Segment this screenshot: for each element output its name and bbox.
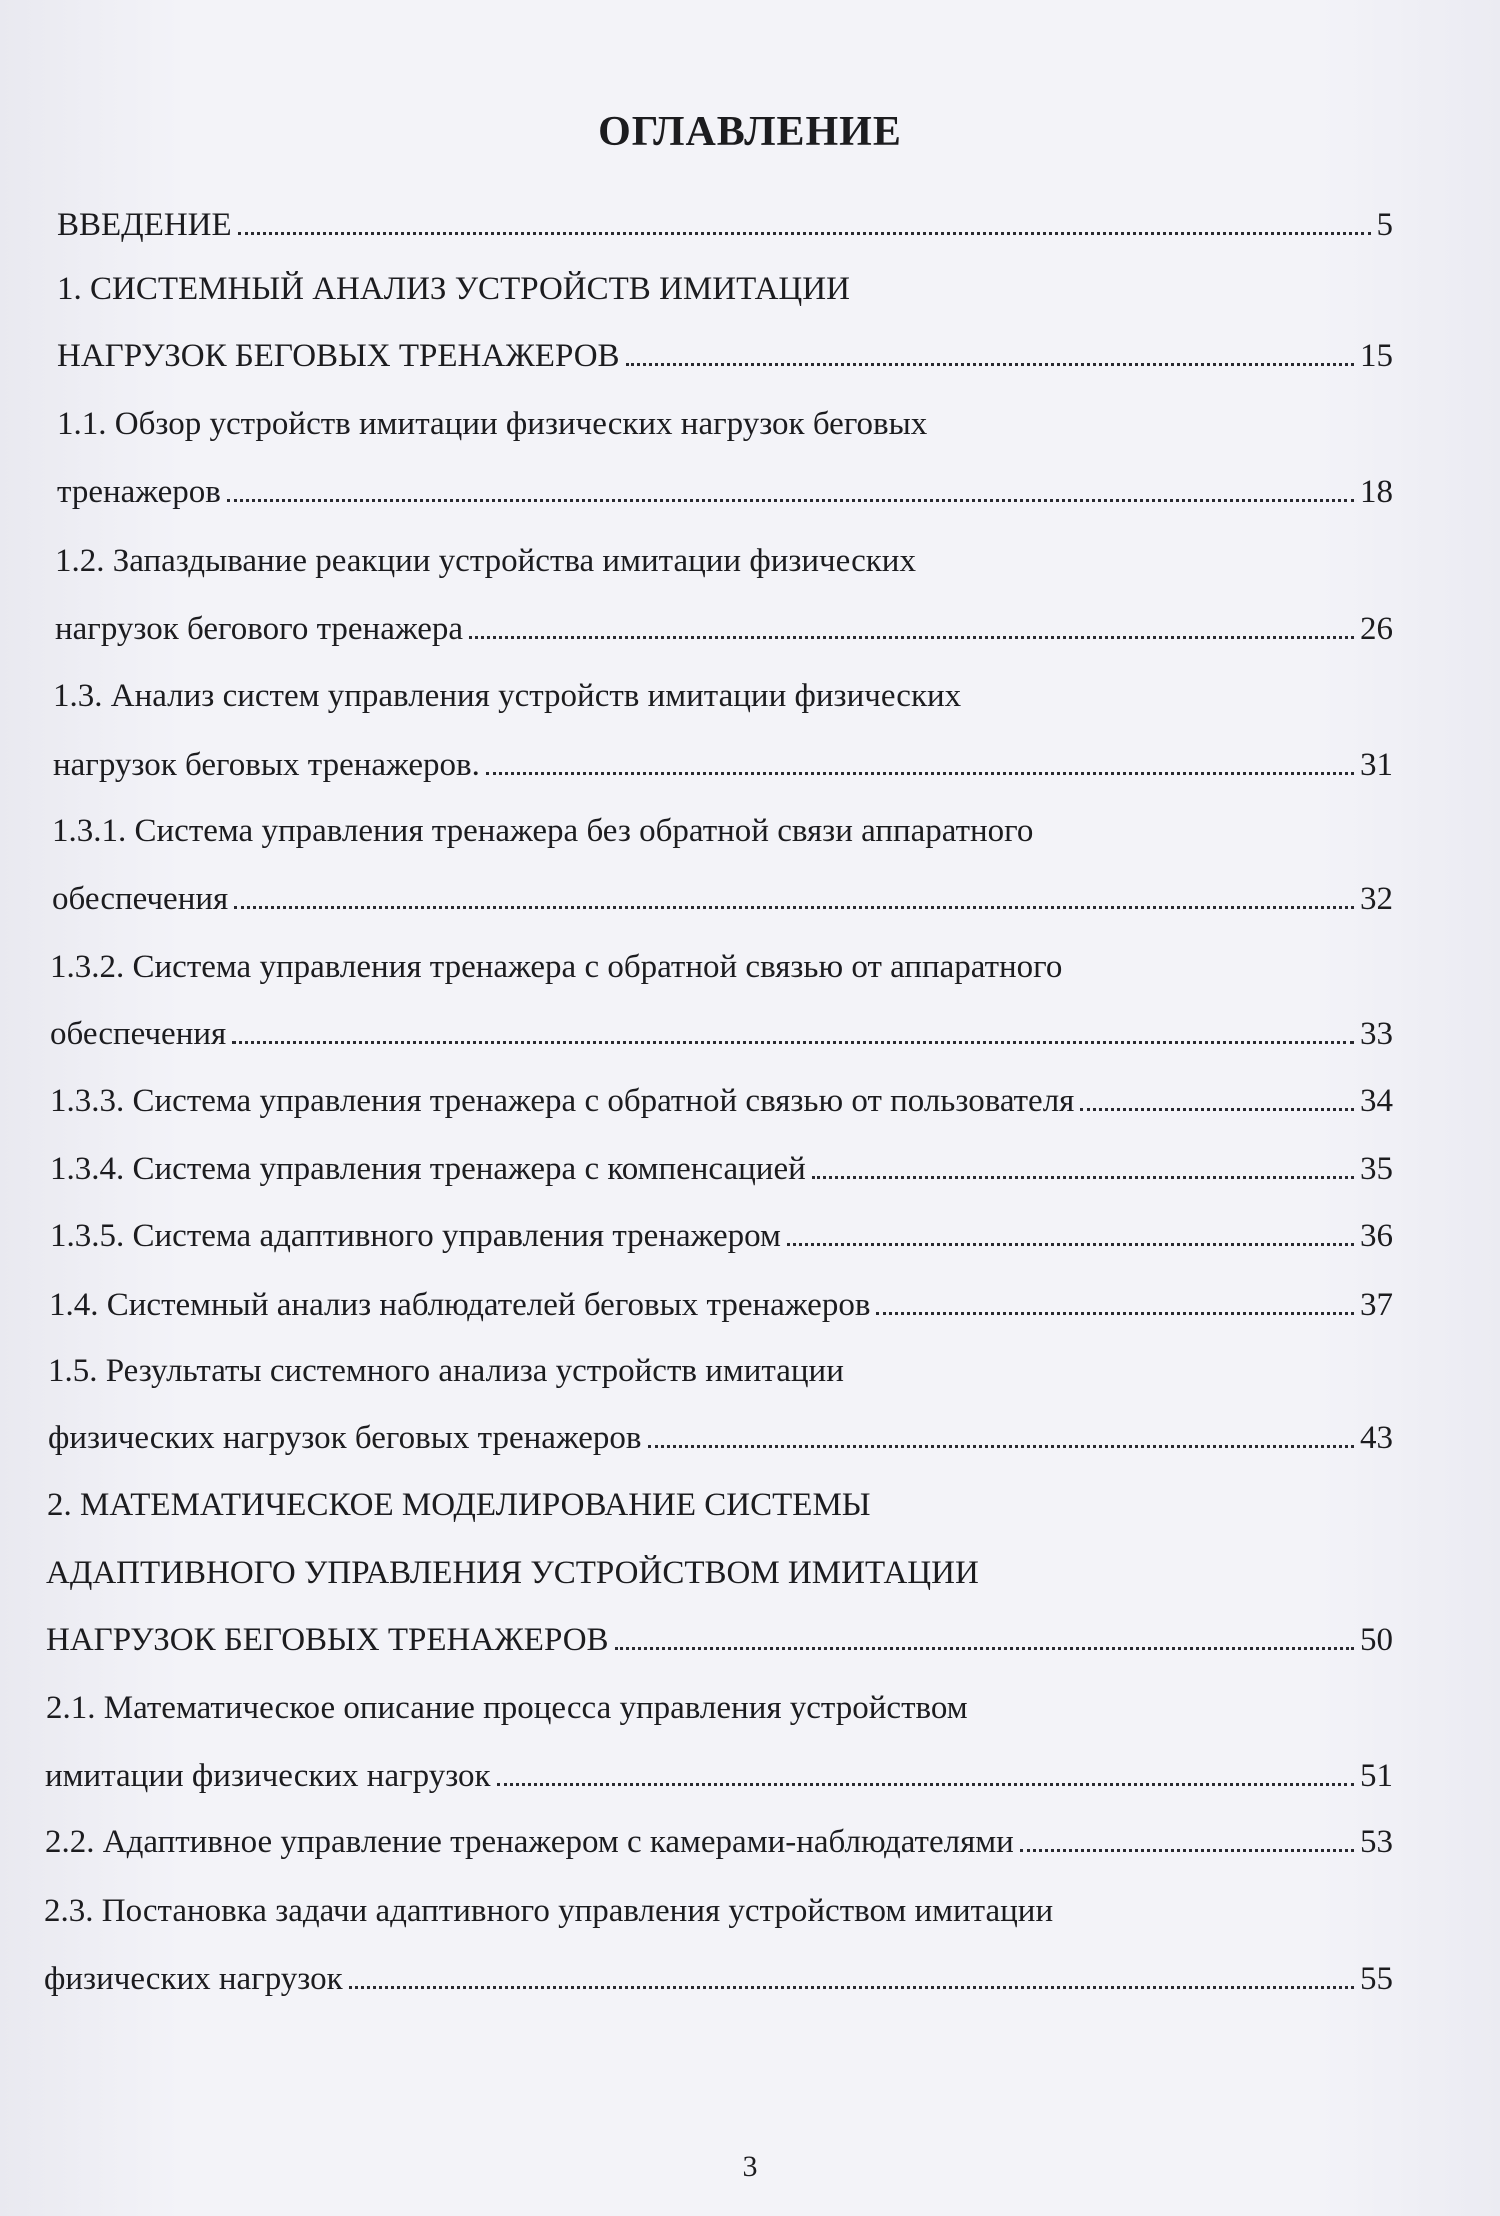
toc-entry-page-number: 35 (1360, 1151, 1393, 1187)
toc-dot-leader (469, 636, 1354, 639)
toc-entry (57, 205, 1393, 245)
toc-entry-text: ВВЕДЕНИЕ (57, 207, 232, 243)
toc-entry-text: обеспечения (50, 1016, 227, 1052)
toc-entry-page-number: 32 (1360, 881, 1393, 917)
toc-entry-page-number: 15 (1360, 338, 1393, 374)
toc-entry-text: 1.3.4. Система управления тренажера с компенсацией (50, 1151, 806, 1187)
toc-entry-text: 1. СИСТЕМНЫЙ АНАЛИЗ УСТРОЙСТВ ИМИТАЦИИ (57, 271, 850, 307)
toc-entry (53, 676, 961, 716)
toc-entry-text: 1.1. Обзор устройств имитации физических нагрузок беговых (57, 406, 928, 442)
page-title: ОГЛАВЛЕНИЕ (598, 109, 902, 155)
toc-entry (46, 1553, 979, 1593)
toc-entry-text: АДАПТИВНОГО УПРАВЛЕНИЯ УСТРОЙСТВОМ ИМИТАЦИИ (46, 1555, 979, 1591)
page-number: 3 (742, 2150, 758, 2183)
toc-entry-text: 2.1. Математическое описание процесса управления устройством (46, 1690, 968, 1726)
toc-entry-text: обеспечения (52, 881, 229, 917)
toc-entry (49, 1285, 1393, 1325)
toc-entry-text: физических нагрузок (44, 1961, 343, 1997)
toc-entry (46, 1688, 968, 1728)
toc-entry (50, 1149, 1393, 1189)
toc-entry-page-number: 5 (1376, 207, 1393, 243)
toc-dot-leader (349, 1986, 1354, 1989)
toc-entry (44, 1891, 1053, 1931)
toc-entry-page-number: 26 (1360, 611, 1393, 647)
toc-entry (57, 336, 1393, 376)
toc-entry (48, 1351, 844, 1391)
toc-entry (48, 1418, 1393, 1458)
toc-dot-leader (1080, 1108, 1354, 1111)
toc-entry-page-number: 43 (1360, 1420, 1393, 1456)
toc-dot-leader (615, 1647, 1354, 1650)
toc-entry-page-number: 51 (1360, 1758, 1393, 1794)
toc-dot-leader (876, 1312, 1354, 1315)
toc-dot-leader (787, 1243, 1354, 1246)
toc-entry-text: 1.3.5. Система адаптивного управления тренажером (50, 1218, 781, 1254)
toc-dot-leader (1020, 1849, 1354, 1852)
toc-entry (52, 811, 1033, 851)
toc-entry (57, 404, 927, 444)
toc-dot-leader (234, 906, 1354, 909)
toc-entry-text: нагрузок бегового тренажера (55, 611, 464, 647)
toc-entry-text: 1.3.3. Система управления тренажера с обратной связью от пользователя (50, 1083, 1075, 1119)
toc-entry-text: 2.2. Адаптивное управление тренажером с камерами-наблюдателями (45, 1824, 1014, 1860)
toc-entry (55, 609, 1393, 649)
toc-entry-page-number: 53 (1360, 1824, 1393, 1860)
toc-entry-text: 2.3. Постановка задачи адаптивного управления устройством имитации (44, 1893, 1054, 1929)
toc-entry-text: физических нагрузок беговых тренажеров (48, 1420, 642, 1456)
toc-entry-page-number: 37 (1360, 1287, 1393, 1323)
toc-entry-text: НАГРУЗОК БЕГОВЫХ ТРЕНАЖЕРОВ (46, 1622, 609, 1658)
toc-entry (50, 1216, 1393, 1256)
toc-entry-page-number: 31 (1360, 747, 1393, 783)
toc-dot-leader (232, 1041, 1354, 1044)
toc-entry (50, 1081, 1393, 1121)
toc-dot-leader (227, 499, 1354, 502)
toc-entry-text: 1.3. Анализ систем управления устройств имитации физических (53, 678, 962, 714)
toc-dot-leader (648, 1445, 1354, 1448)
toc-dot-leader (486, 772, 1354, 775)
toc-entry-text: 1.4. Системный анализ наблюдателей беговых тренажеров (49, 1287, 871, 1323)
toc-entry (50, 947, 1062, 987)
toc-entry (50, 1014, 1393, 1054)
toc-entry-text: нагрузок беговых тренажеров. (53, 747, 480, 783)
toc-dot-leader (497, 1783, 1354, 1786)
toc-entry-page-number: 34 (1360, 1083, 1393, 1119)
toc-entry (47, 1485, 871, 1525)
toc-entry-page-number: 50 (1360, 1622, 1393, 1658)
toc-entry-page-number: 33 (1360, 1016, 1393, 1052)
toc-entry-text: тренажеров (57, 474, 221, 510)
toc-entry (45, 1822, 1393, 1862)
toc-entry-page-number: 55 (1360, 1961, 1393, 1997)
toc-entry-text: 2. МАТЕМАТИЧЕСКОЕ МОДЕЛИРОВАНИЕ СИСТЕМЫ (47, 1487, 871, 1523)
toc-entry (44, 1959, 1393, 1999)
toc-entry-text: 1.3.2. Система управления тренажера с обратной связью от аппаратного (50, 949, 1063, 985)
toc-entry (57, 472, 1393, 512)
toc-entry (45, 1756, 1393, 1796)
toc-entry-page-number: 36 (1360, 1218, 1393, 1254)
toc-entry (46, 1620, 1393, 1660)
toc-entry-text: имитации физических нагрузок (45, 1758, 491, 1794)
toc-entry-text: 1.3.1. Система управления тренажера без обратной связи аппаратного (52, 813, 1034, 849)
toc-entry (53, 745, 1393, 785)
toc-entry (52, 879, 1393, 919)
toc-dot-leader (626, 363, 1354, 366)
toc-entry-text: 1.5. Результаты системного анализа устройств имитации (48, 1353, 844, 1389)
toc-dot-leader (238, 232, 1371, 235)
toc-entry-text: НАГРУЗОК БЕГОВЫХ ТРЕНАЖЕРОВ (57, 338, 620, 374)
toc-dot-leader (812, 1176, 1354, 1179)
toc-entry (55, 541, 916, 581)
toc-entry (57, 269, 850, 309)
toc-entry-text: 1.2. Запаздывание реакции устройства имитации физических (55, 543, 916, 579)
toc-entry-page-number: 18 (1360, 474, 1393, 510)
